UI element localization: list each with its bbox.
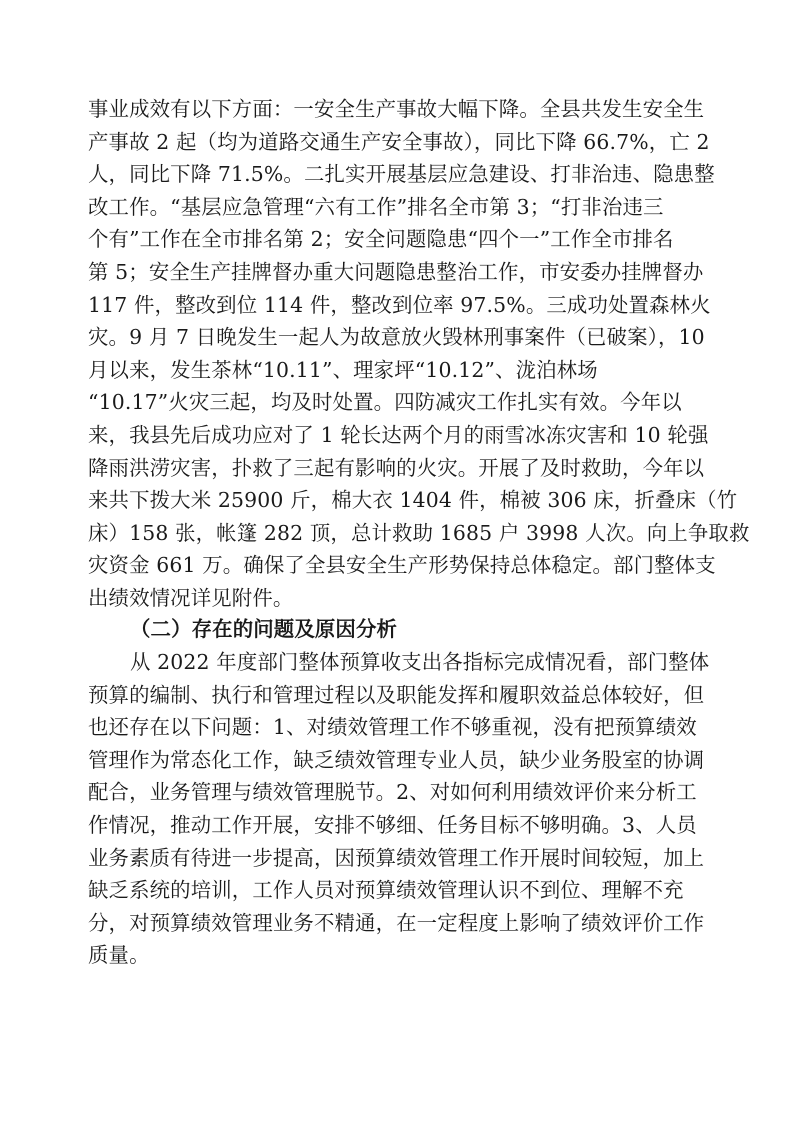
paragraph-problems xyxy=(88,646,708,972)
paragraph-line: 产事故 2 起（均为道路交通生产安全事故），同比下降 66.7%，亡 2 xyxy=(88,129,710,154)
paragraph-line: 改工作。“基层应急管理“六有工作”排名全市第 3；“打非治违三 xyxy=(88,194,664,219)
paragraph-line: 业务素质有待进一步提高，因预算绩效管理工作开展时间较短，加上 xyxy=(88,845,705,870)
paragraph-line: 个有”工作在全市排名第 2；安全问题隐患“四个一”工作全市排名 xyxy=(88,227,674,252)
paragraph-line: 117 件，整改到位 114 件，整改到位率 97.5%。三成功处置森林火 xyxy=(88,292,711,317)
paragraph-line: 缺乏系统的培训，工作人员对预算绩效管理认识不到位、理解不充 xyxy=(88,878,684,903)
paragraph-line: 质量。 xyxy=(88,943,150,968)
section-heading: （二）存在的问题及原因分析 xyxy=(130,617,398,641)
paragraph-line: 来共下拨大米 25900 斤，棉大衣 1404 件，棉被 306 床，折叠床（竹 xyxy=(88,488,738,513)
paragraph-line: 配合，业务管理与绩效管理脱节。2、对如何利用绩效评价来分析工 xyxy=(88,780,697,805)
paragraph-line: 灾资金 661 万。确保了全县安全生产形势保持总体稳定。部门整体支 xyxy=(88,553,716,578)
paragraph-line: 也还存在以下问题：1、对绩效管理工作不够重视，没有把预算绩效 xyxy=(88,715,697,740)
paragraph-achievements xyxy=(88,93,750,615)
paragraph-line: 灾。9 月 7 日晚发生一起人为故意放火毁林刑事案件（已破案），10 xyxy=(88,325,705,350)
paragraph-line: 预算的编制、执行和管理过程以及职能发挥和履职效益总体较好，但 xyxy=(88,682,705,707)
paragraph-line: 事业成效有以下方面：一安全生产事故大幅下降。全县共发生安全生 xyxy=(88,97,705,121)
paragraph-line: 人，同比下降 71.5%。二扎实开展基层应急建设、打非治违、隐患整 xyxy=(88,162,715,187)
paragraph-line: 出绩效情况详见附件。 xyxy=(88,585,294,610)
paragraph-line: 床）158 张，帐篷 282 顶，总计救助 1685 户 3998 人次。向上争取救 xyxy=(88,520,750,545)
paragraph-line: 分，对预算绩效管理业务不精通，在一定程度上影响了绩效评价工作 xyxy=(88,910,705,935)
section-heading-container xyxy=(88,613,708,646)
paragraph-line: 月以来，发生茶林“10.11”、理家坪“10.12”、泷泊林场 xyxy=(88,357,598,382)
paragraph-line: 第 5；安全生产挂牌督办重大问题隐患整治工作，市安委办挂牌督办 xyxy=(88,259,704,284)
paragraph-line: 降雨洪涝灾害，扑救了三起有影响的火灾。开展了及时救助，今年以 xyxy=(88,455,705,480)
paragraph-line: 作情况，推动工作开展，安排不够细、任务目标不够明确。3、人员 xyxy=(88,812,697,837)
paragraph-line: “10.17”火灾三起，均及时处置。四防减灾工作扎实有效。今年以 xyxy=(88,390,682,415)
paragraph-line: 管理作为常态化工作，缺乏绩效管理专业人员，缺少业务股室的协调 xyxy=(88,747,705,772)
paragraph-line: 来，我县先后成功应对了 1 轮长达两个月的雨雪冰冻灾害和 10 轮强 xyxy=(88,422,709,447)
paragraph-line: 从 2022 年度部门整体预算收支出各指标完成情况看，部门整体 xyxy=(130,650,710,674)
